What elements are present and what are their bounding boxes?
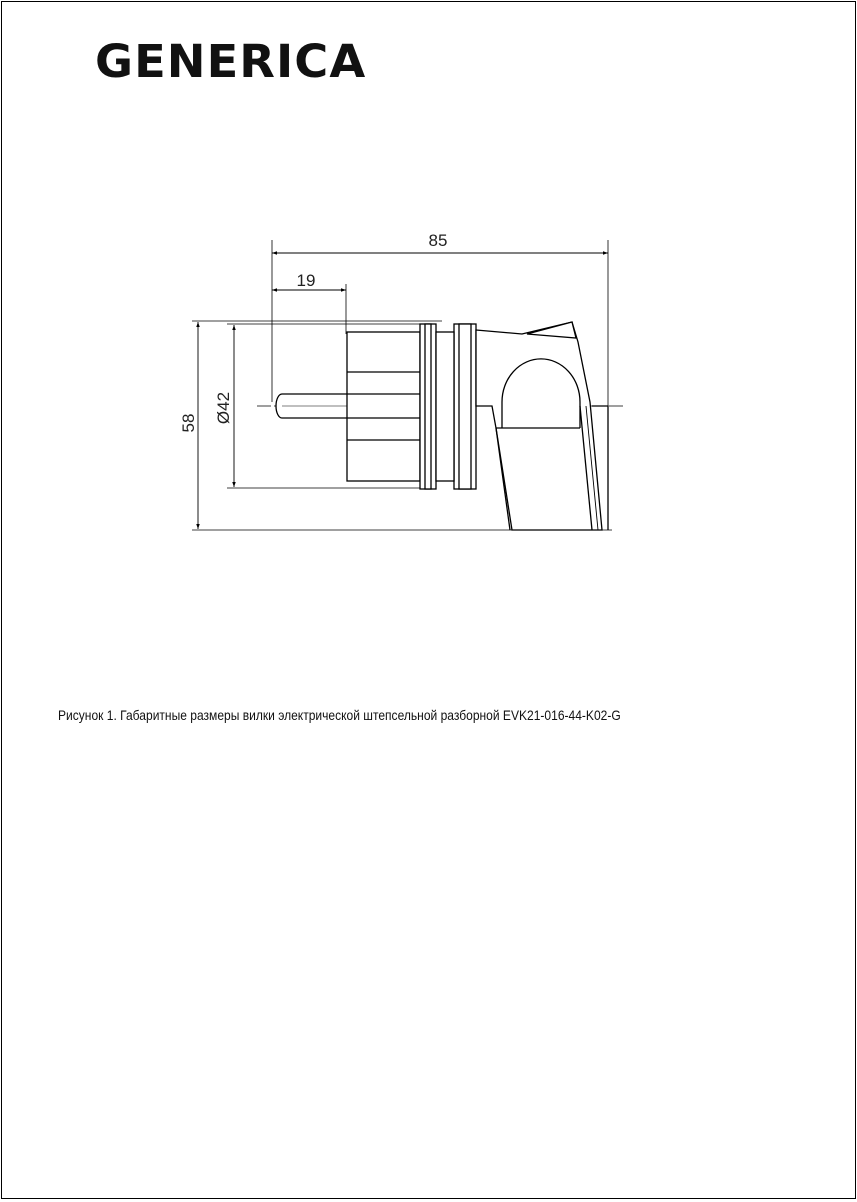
plug-dimension-drawing: [2, 2, 857, 1202]
dim-label-19: 19: [296, 271, 316, 290]
dim-label-58: 58: [179, 413, 198, 433]
figure-caption: Рисунок 1. Габаритные размеры вилки электрической штепсельной разборной EVK21-016-44-K02-G: [58, 707, 621, 723]
front-body: [347, 332, 420, 481]
plug-outline: [276, 322, 608, 530]
dim-label-85: 85: [428, 231, 448, 250]
brand-logo: GENERICA: [95, 35, 367, 88]
document-page: [1, 1, 856, 1199]
dim-label-diameter-42: Ø42: [214, 391, 233, 425]
